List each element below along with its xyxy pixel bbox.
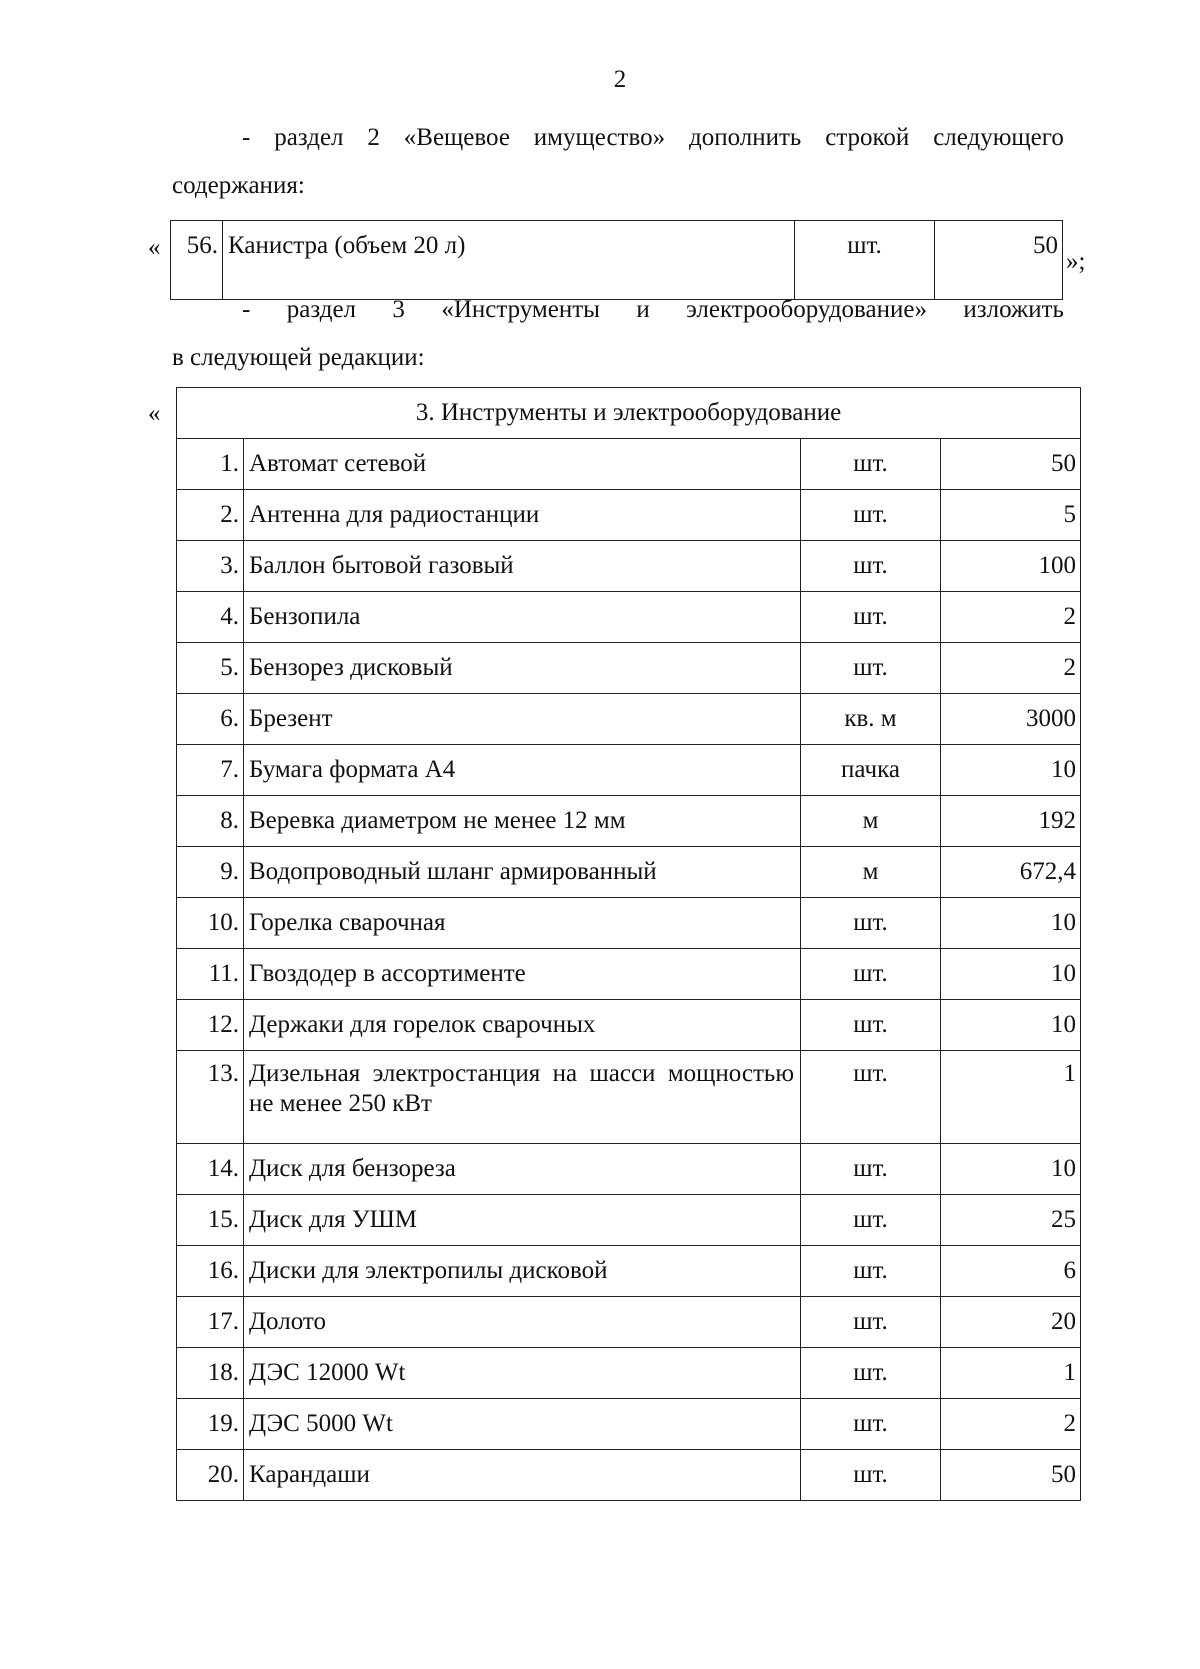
item-quantity: 1 xyxy=(941,1348,1081,1399)
row-number: 18. xyxy=(177,1348,244,1399)
table-row xyxy=(177,439,1081,490)
intro-1-word: следующего xyxy=(933,124,1064,151)
row-number: 20. xyxy=(177,1450,244,1501)
table-row xyxy=(177,1399,1081,1450)
table-body xyxy=(177,439,1081,1501)
item-name: Дизельная электростанция на шасси мощностью не менее 250 кВт xyxy=(244,1051,801,1144)
intro-2-word: раздел xyxy=(286,296,357,323)
item-unit: шт. xyxy=(801,1144,941,1195)
row-number: 9. xyxy=(177,847,244,898)
table-1-open-quote: « xyxy=(148,234,161,261)
item-unit: шт. xyxy=(801,898,941,949)
item-name: Держаки для горелок сварочных xyxy=(244,1000,801,1051)
row-number: 19. xyxy=(177,1399,244,1450)
item-unit: кв. м xyxy=(801,694,941,745)
table-row xyxy=(177,1297,1081,1348)
table-row xyxy=(177,1246,1081,1297)
table-row xyxy=(177,541,1081,592)
intro-2-word: 3 xyxy=(392,296,405,323)
item-unit: шт. xyxy=(795,221,935,300)
item-name: Брезент xyxy=(244,694,801,745)
table-row xyxy=(177,1144,1081,1195)
intro-2-word: - xyxy=(242,296,251,323)
item-name: ДЭС 12000 Wt xyxy=(244,1348,801,1399)
item-unit: м xyxy=(801,796,941,847)
item-quantity: 1 xyxy=(941,1051,1081,1144)
table-row xyxy=(177,1450,1081,1501)
page-number: 2 xyxy=(613,66,627,93)
table-row xyxy=(177,796,1081,847)
item-unit: шт. xyxy=(801,592,941,643)
item-unit: шт. xyxy=(801,490,941,541)
intro-1-word: «Вещевое xyxy=(403,124,510,151)
item-name: Водопроводный шланг армированный xyxy=(244,847,801,898)
item-name: Бензопила xyxy=(244,592,801,643)
item-unit: шт. xyxy=(801,439,941,490)
row-number: 14. xyxy=(177,1144,244,1195)
item-quantity: 50 xyxy=(935,221,1063,300)
intro-1-word: дополнить xyxy=(689,124,802,151)
item-unit: шт. xyxy=(801,1399,941,1450)
row-number: 17. xyxy=(177,1297,244,1348)
item-name: Гвоздодер в ассортименте xyxy=(244,949,801,1000)
table-row xyxy=(177,898,1081,949)
row-number: 1. xyxy=(177,439,244,490)
intro-1-word: строкой xyxy=(825,124,910,151)
row-number: 6. xyxy=(177,694,244,745)
table-row xyxy=(177,490,1081,541)
row-number: 8. xyxy=(177,796,244,847)
item-quantity: 5 xyxy=(941,490,1081,541)
item-unit: шт. xyxy=(801,1195,941,1246)
row-number: 5. xyxy=(177,643,244,694)
intro-1-word: раздел xyxy=(274,124,344,151)
item-name: Баллон бытовой газовый xyxy=(244,541,801,592)
table-row xyxy=(177,949,1081,1000)
item-unit: шт. xyxy=(801,1000,941,1051)
table-row xyxy=(177,592,1081,643)
intro-1-word: имущество» xyxy=(533,124,666,151)
item-name: Веревка диаметром не менее 12 мм xyxy=(244,796,801,847)
item-quantity: 10 xyxy=(941,949,1081,1000)
intro-2-word: электрооборудование» xyxy=(686,296,927,323)
intro-paragraph-1 xyxy=(172,114,1064,210)
row-number: 7. xyxy=(177,745,244,796)
item-unit: шт. xyxy=(801,1297,941,1348)
table-row xyxy=(177,1195,1081,1246)
table-1-close-quote: »; xyxy=(1066,248,1086,275)
item-unit: шт. xyxy=(801,949,941,1000)
row-number: 3. xyxy=(177,541,244,592)
table-row xyxy=(177,1348,1081,1399)
item-quantity: 50 xyxy=(941,1450,1081,1501)
intro-1-line-2: содержания: xyxy=(172,172,305,199)
item-unit: шт. xyxy=(801,1450,941,1501)
row-number: 13. xyxy=(177,1051,244,1144)
item-unit: шт. xyxy=(801,541,941,592)
item-quantity: 6 xyxy=(941,1246,1081,1297)
item-name: Бензорез дисковый xyxy=(244,643,801,694)
table-row xyxy=(177,643,1081,694)
item-name: Автомат сетевой xyxy=(244,439,801,490)
item-unit: м xyxy=(801,847,941,898)
row-number: 56. xyxy=(171,221,223,300)
intro-paragraph-2 xyxy=(172,286,1064,382)
item-name: Бумага формата А4 xyxy=(244,745,801,796)
item-quantity: 100 xyxy=(941,541,1081,592)
item-quantity: 25 xyxy=(941,1195,1081,1246)
table-2-open-quote: « xyxy=(148,400,161,427)
item-name: Долото xyxy=(244,1297,801,1348)
item-quantity: 2 xyxy=(941,643,1081,694)
item-quantity: 672,4 xyxy=(941,847,1081,898)
intro-1-word: 2 xyxy=(367,124,380,151)
intro-2-line-2: в следующей редакции: xyxy=(172,344,425,371)
row-number: 2. xyxy=(177,490,244,541)
item-name: Антенна для радиостанции xyxy=(244,490,801,541)
item-quantity: 10 xyxy=(941,745,1081,796)
intro-1-line-1 xyxy=(172,114,1064,162)
row-number: 12. xyxy=(177,1000,244,1051)
table-2 xyxy=(176,387,1081,1501)
item-quantity: 2 xyxy=(941,1399,1081,1450)
item-unit: шт. xyxy=(801,1051,941,1144)
item-quantity: 10 xyxy=(941,1000,1081,1051)
item-name: Канистра (объем 20 л) xyxy=(223,221,795,300)
table-row xyxy=(177,847,1081,898)
item-quantity: 2 xyxy=(941,592,1081,643)
item-quantity: 192 xyxy=(941,796,1081,847)
row-number: 10. xyxy=(177,898,244,949)
row-number: 15. xyxy=(177,1195,244,1246)
table-row xyxy=(177,694,1081,745)
table-row xyxy=(177,745,1081,796)
item-name: Горелка сварочная xyxy=(244,898,801,949)
intro-2-word: и xyxy=(636,296,650,323)
table-row xyxy=(177,1000,1081,1051)
item-unit: пачка xyxy=(801,745,941,796)
item-quantity: 50 xyxy=(941,439,1081,490)
item-quantity: 20 xyxy=(941,1297,1081,1348)
intro-1-word: - xyxy=(242,124,251,151)
row-number: 4. xyxy=(177,592,244,643)
table-header-row xyxy=(177,388,1081,439)
item-quantity: 3000 xyxy=(941,694,1081,745)
item-name: Диски для электропилы дисковой xyxy=(244,1246,801,1297)
item-name: ДЭС 5000 Wt xyxy=(244,1399,801,1450)
item-quantity: 10 xyxy=(941,898,1081,949)
item-name: Карандаши xyxy=(244,1450,801,1501)
row-number: 16. xyxy=(177,1246,244,1297)
intro-2-word: изложить xyxy=(963,296,1064,323)
intro-2-word: «Инструменты xyxy=(441,296,600,323)
item-quantity: 10 xyxy=(941,1144,1081,1195)
table-section-header: 3. Инструменты и электрооборудование xyxy=(177,388,1081,439)
item-unit: шт. xyxy=(801,1348,941,1399)
item-unit: шт. xyxy=(801,643,941,694)
item-name: Диск для УШМ xyxy=(244,1195,801,1246)
item-name: Диск для бензореза xyxy=(244,1144,801,1195)
row-number: 11. xyxy=(177,949,244,1000)
item-unit: шт. xyxy=(801,1246,941,1297)
table-row xyxy=(177,1051,1081,1144)
intro-2-line-1 xyxy=(172,286,1064,334)
